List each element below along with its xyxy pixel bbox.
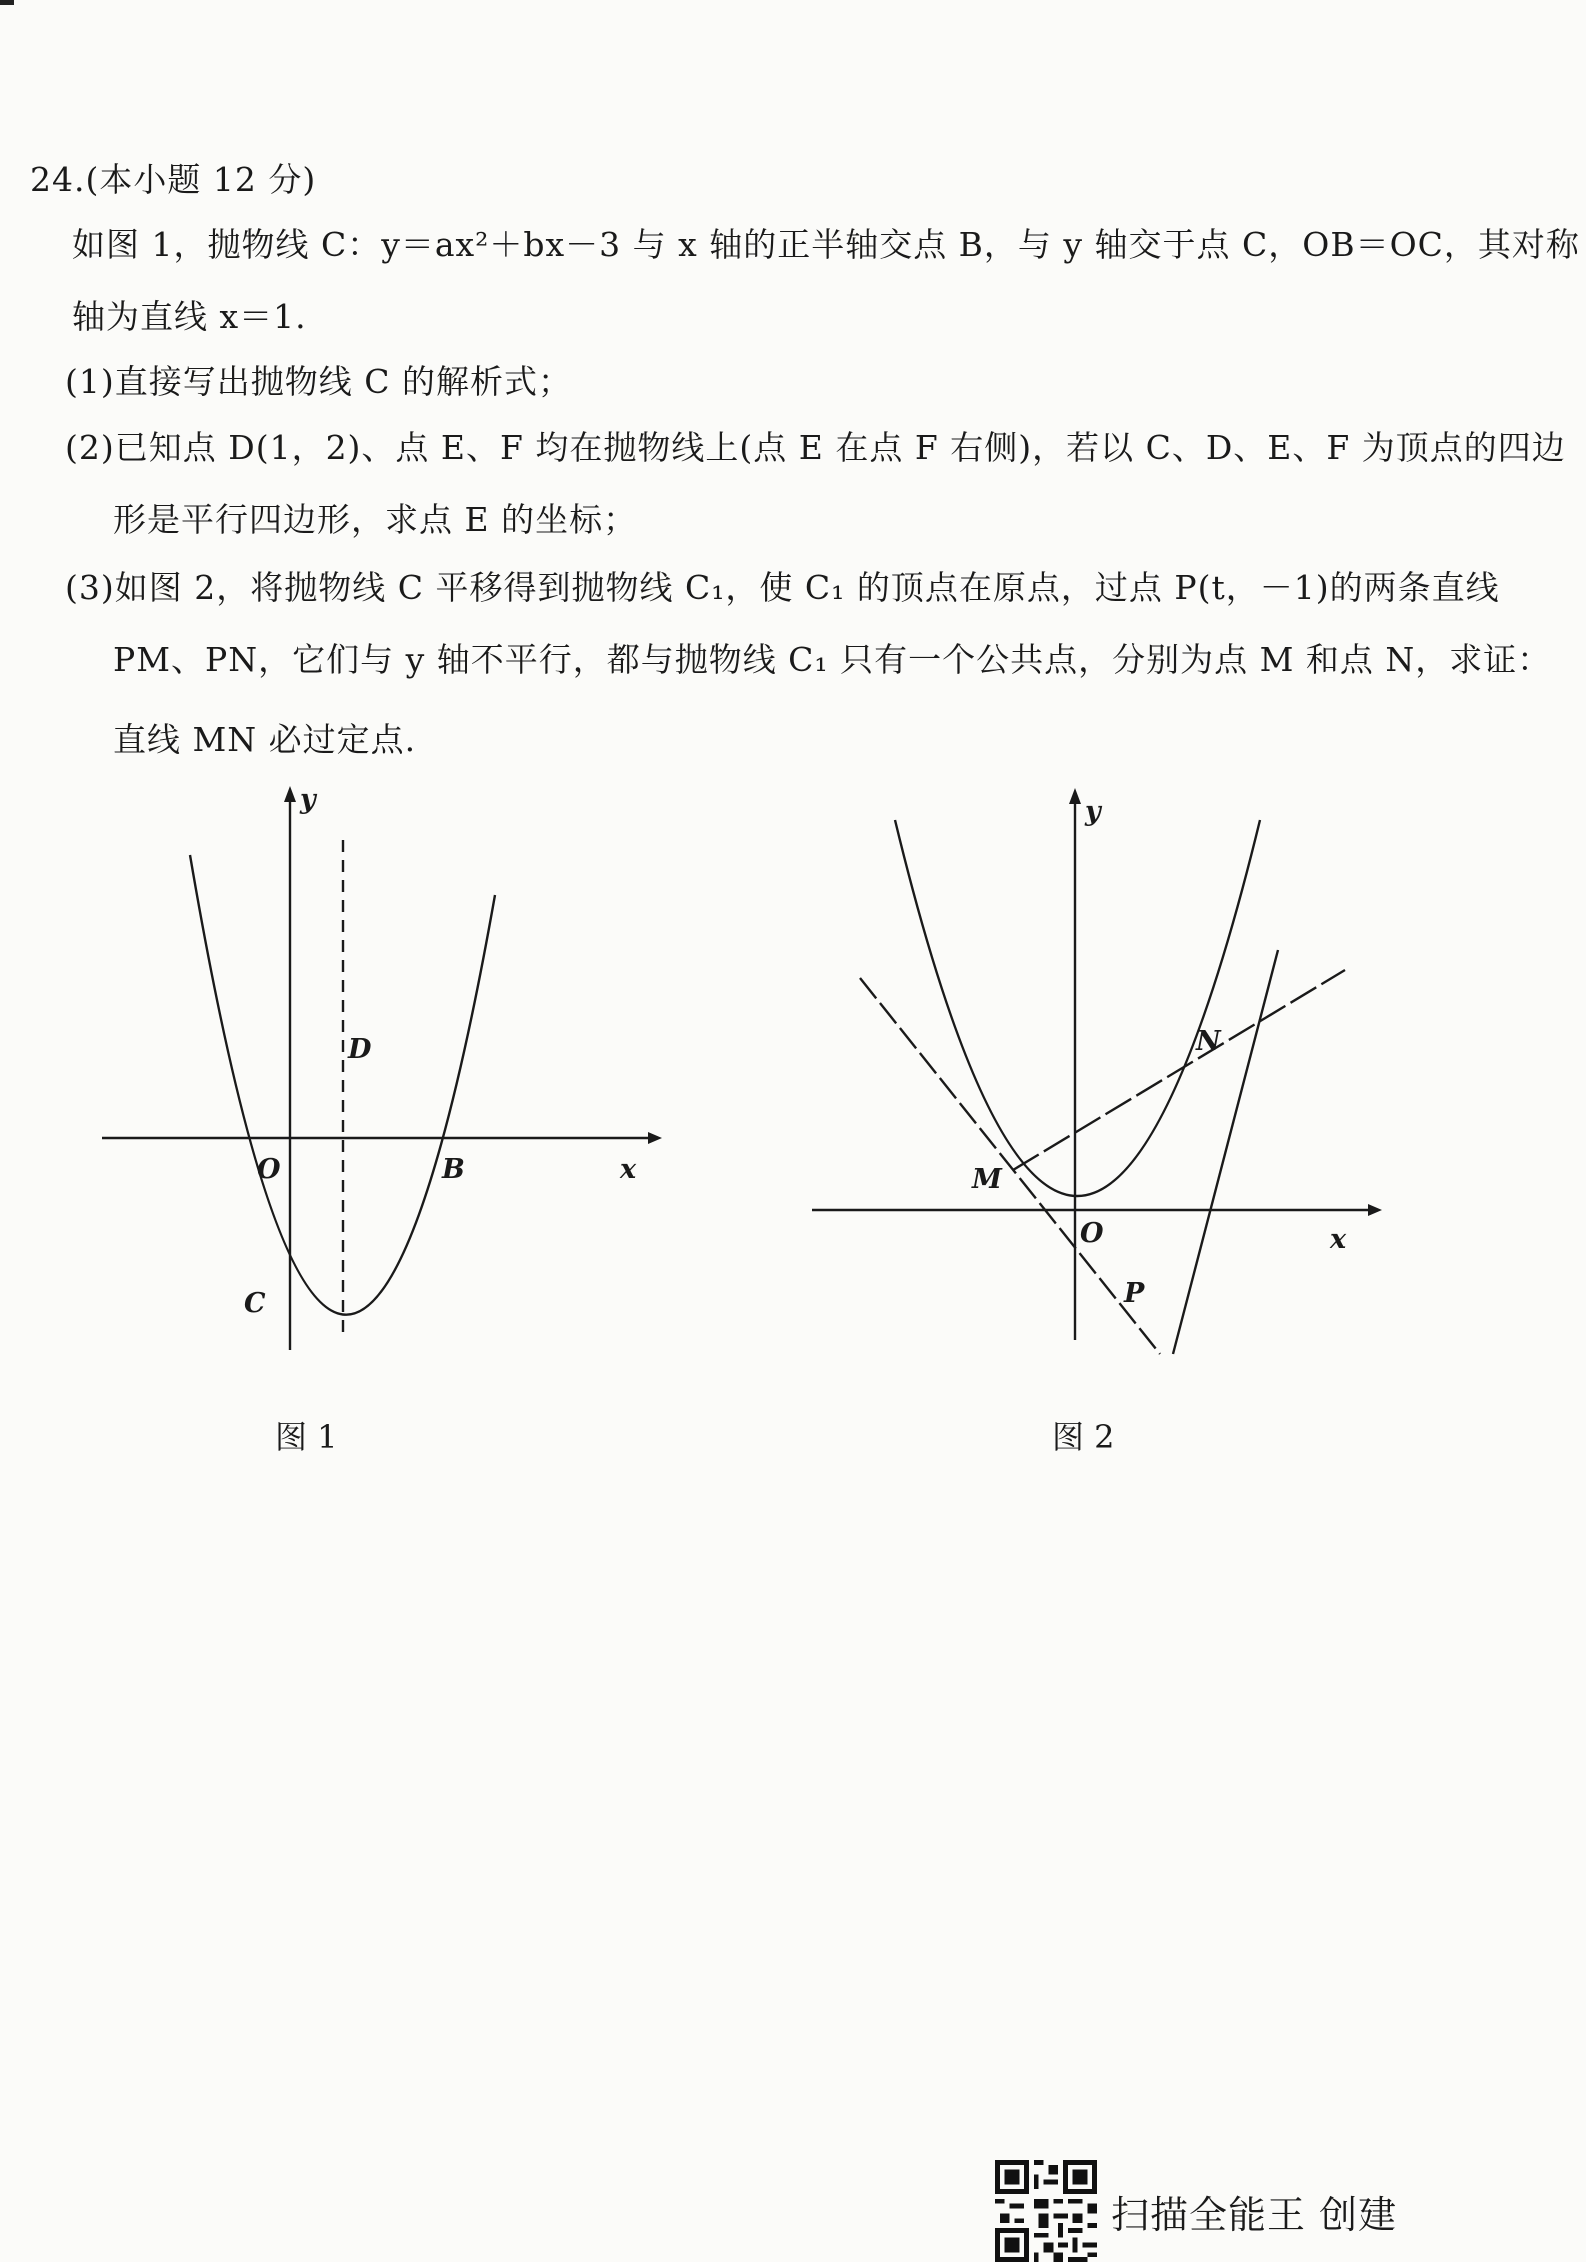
- fig1-label-x: x: [620, 1154, 637, 1185]
- question-2-line-2: 形是平行四边形，求点 E 的坐标；: [113, 500, 638, 539]
- fig1-label-D: D: [348, 1034, 372, 1065]
- scanner-watermark: [995, 2160, 1397, 2262]
- fig2-label-x: x: [1330, 1224, 1347, 1255]
- question-3-line-1: (3)如图 2，将抛物线 C 平移得到抛物线 C₁，使 C₁ 的顶点在原点，过点 P(t，－1)的两条直线: [65, 568, 1500, 607]
- problem-header: 24.(本小题 12 分): [30, 160, 317, 199]
- scan-corner-mark: [0, 0, 14, 5]
- fig2-y-axis-arrow: [1069, 788, 1081, 804]
- question-1: (1)直接写出抛物线 C 的解析式；: [65, 362, 572, 401]
- question-3-line-3: 直线 MN 必过定点.: [113, 720, 417, 759]
- fig2-x-axis-arrow: [1368, 1204, 1382, 1216]
- fig2-label-N: N: [1196, 1026, 1221, 1057]
- figure-1-caption: 图 1: [275, 1418, 338, 1456]
- qr-code-icon: [995, 2160, 1097, 2262]
- fig2-tangent-PM: [860, 978, 1160, 1354]
- fig2-tangent-PN: [1173, 950, 1278, 1354]
- fig1-x-axis-arrow: [648, 1132, 662, 1144]
- fig2-line-MN: [1013, 970, 1345, 1170]
- fig1-label-B: B: [442, 1154, 465, 1185]
- scanner-watermark-text: 扫描全能王 创建: [1111, 2192, 1398, 2237]
- fig1-label-y: y: [300, 784, 316, 815]
- fig2-parabola: [895, 820, 1260, 1196]
- figure-2-diagram: [800, 780, 1400, 1400]
- fig1-y-axis-arrow: [284, 786, 296, 802]
- fig2-label-O: O: [1080, 1218, 1104, 1249]
- problem-intro-line-2: 轴为直线 x＝1.: [72, 297, 307, 336]
- problem-intro-line-1: 如图 1，抛物线 C：y＝ax²＋bx－3 与 x 轴的正半轴交点 B，与 y 轴交于点 C，OB＝OC，其对称: [72, 225, 1580, 264]
- question-3-line-2: PM、PN，它们与 y 轴不平行，都与抛物线 C₁ 只有一个公共点，分别为点 M 和点 N，求证：: [113, 640, 1552, 679]
- fig2-label-y: y: [1085, 796, 1101, 827]
- figure-1-diagram: [90, 780, 680, 1400]
- figure-2-caption: 图 2: [1052, 1418, 1115, 1456]
- fig2-label-P: P: [1124, 1278, 1145, 1309]
- question-2-line-1: (2)已知点 D(1，2)、点 E、F 均在抛物线上(点 E 在点 F 右侧)，若以 C、D、E、F 为顶点的四边: [65, 428, 1566, 467]
- fig1-label-C: C: [244, 1288, 266, 1319]
- fig1-label-O: O: [257, 1154, 281, 1185]
- fig2-label-M: M: [972, 1164, 1002, 1195]
